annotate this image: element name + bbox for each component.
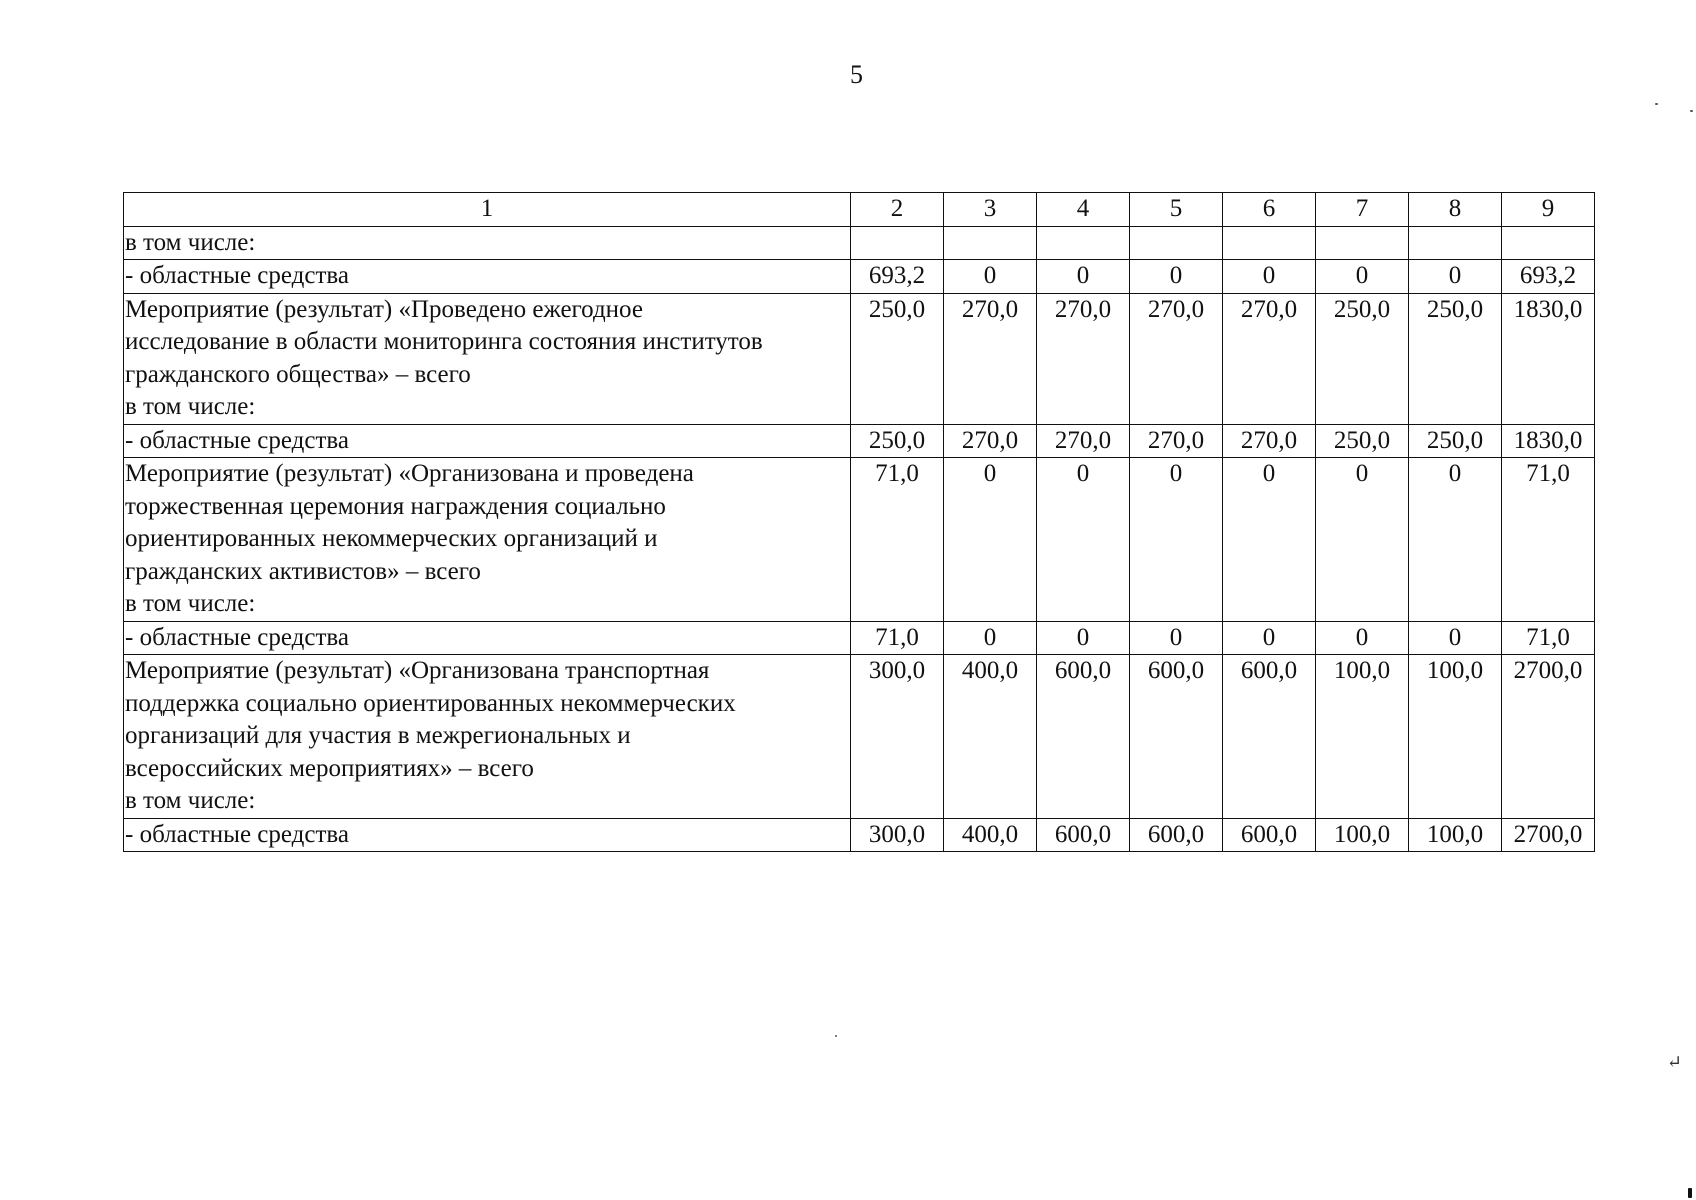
value-cell: 0: [944, 621, 1037, 655]
table-row: [124, 458, 1595, 622]
value-cell: 0: [1130, 621, 1223, 655]
row-label-cell: [124, 293, 851, 424]
table-header-row: [124, 193, 1595, 227]
value-cell: 0: [1037, 621, 1130, 655]
row-label-cell: [124, 818, 851, 852]
header-cell: 3: [944, 193, 1037, 227]
value-cell: 600,0: [1223, 818, 1316, 852]
value-cell: 600,0: [1130, 655, 1223, 819]
value-cell: 0: [1316, 621, 1409, 655]
row-label-line: исследование в области мониторинга состояния институтов: [125, 328, 763, 355]
value-cell: 270,0: [1037, 293, 1130, 424]
table-row: [124, 260, 1595, 294]
row-label-cell: [124, 226, 851, 260]
row-label-line: - областные средства: [125, 262, 349, 289]
value-cell: 300,0: [851, 655, 944, 819]
value-cell: 270,0: [1130, 424, 1223, 458]
budget-table: [123, 192, 1595, 852]
header-cell: 4: [1037, 193, 1130, 227]
value-cell: 0: [1130, 260, 1223, 294]
value-cell: [1316, 226, 1409, 260]
value-cell: 250,0: [1316, 424, 1409, 458]
value-cell: 100,0: [1409, 818, 1502, 852]
value-cell: 71,0: [1502, 458, 1595, 622]
row-label-cell: [124, 621, 851, 655]
row-label-line: гражданских активистов» – всего: [125, 557, 481, 585]
value-cell: 250,0: [1316, 293, 1409, 424]
value-cell: 2700,0: [1502, 655, 1595, 819]
table-row: [124, 818, 1595, 852]
row-label-line: Мероприятие (результат) «Организована и проведена: [125, 460, 694, 487]
row-label-line: в том числе:: [125, 393, 256, 420]
value-cell: 270,0: [1130, 293, 1223, 424]
value-cell: [1223, 226, 1316, 260]
row-label-cell: [124, 458, 851, 622]
value-cell: 0: [1223, 621, 1316, 655]
value-cell: 250,0: [851, 424, 944, 458]
value-cell: 100,0: [1409, 655, 1502, 819]
table-row: [124, 621, 1595, 655]
value-cell: 270,0: [944, 293, 1037, 424]
header-cell: 6: [1223, 193, 1316, 227]
value-cell: 1830,0: [1502, 424, 1595, 458]
value-cell: 0: [1409, 260, 1502, 294]
value-cell: 250,0: [1409, 293, 1502, 424]
value-cell: 0: [944, 260, 1037, 294]
row-label-cell: [124, 655, 851, 819]
table-row: [124, 293, 1595, 424]
value-cell: 0: [1223, 260, 1316, 294]
value-cell: 400,0: [944, 818, 1037, 852]
table-row: [124, 424, 1595, 458]
value-cell: 693,2: [1502, 260, 1595, 294]
table-row: [124, 226, 1595, 260]
value-cell: 400,0: [944, 655, 1037, 819]
value-cell: 0: [1037, 260, 1130, 294]
header-cell: 9: [1502, 193, 1595, 227]
pen-mark: ↵: [1666, 1052, 1682, 1072]
value-cell: [1130, 226, 1223, 260]
value-cell: [1037, 226, 1130, 260]
header-cell: 1: [124, 193, 851, 227]
page-number: 5: [850, 60, 863, 89]
header-cell: 2: [851, 193, 944, 227]
value-cell: 600,0: [1037, 818, 1130, 852]
value-cell: 100,0: [1316, 655, 1409, 819]
table-row: [124, 655, 1595, 819]
row-label-line: - областные средства: [125, 426, 349, 454]
value-cell: 2700,0: [1502, 818, 1595, 852]
row-label-line: поддержка социально ориентированных некоммерческих: [125, 689, 736, 717]
value-cell: 300,0: [851, 818, 944, 852]
value-cell: 600,0: [1223, 655, 1316, 819]
value-cell: 100,0: [1316, 818, 1409, 852]
value-cell: 0: [944, 458, 1037, 622]
row-label-line: в том числе:: [125, 590, 256, 617]
value-cell: [944, 226, 1037, 260]
scan-speck: [1655, 103, 1658, 105]
value-cell: 0: [1037, 458, 1130, 622]
value-cell: 270,0: [1037, 424, 1130, 458]
value-cell: 0: [1409, 621, 1502, 655]
value-cell: 600,0: [1037, 655, 1130, 819]
value-cell: 0: [1316, 458, 1409, 622]
value-cell: 1830,0: [1502, 293, 1595, 424]
value-cell: 0: [1130, 458, 1223, 622]
value-cell: 250,0: [851, 293, 944, 424]
value-cell: 0: [1223, 458, 1316, 622]
row-label-line: - областные средства: [125, 820, 349, 848]
row-label-line: ориентированных некоммерческих организаций и: [125, 525, 658, 552]
row-label-line: Мероприятие (результат) «Проведено ежегодное: [125, 295, 643, 323]
header-cell: 7: [1316, 193, 1409, 227]
value-cell: [1502, 226, 1595, 260]
header-cell: 5: [1130, 193, 1223, 227]
row-label-cell: [124, 260, 851, 294]
value-cell: 250,0: [1409, 424, 1502, 458]
value-cell: 0: [1316, 260, 1409, 294]
row-label-line: в том числе:: [125, 228, 256, 256]
scan-speck: [1688, 1188, 1692, 1198]
row-label-line: торжественная церемония награждения социально: [125, 492, 666, 520]
row-label-line: Мероприятие (результат) «Организована транспортная: [125, 657, 710, 684]
value-cell: 71,0: [851, 458, 944, 622]
row-label-line: в том числе:: [125, 787, 256, 814]
value-cell: 270,0: [1223, 424, 1316, 458]
value-cell: 0: [1409, 458, 1502, 622]
value-cell: 270,0: [1223, 293, 1316, 424]
value-cell: 71,0: [1502, 621, 1595, 655]
row-label-cell: [124, 424, 851, 458]
value-cell: 71,0: [851, 621, 944, 655]
value-cell: [1409, 226, 1502, 260]
row-label-line: гражданского общества» – всего: [125, 360, 471, 388]
table-body: [124, 193, 1595, 852]
row-label-line: всероссийских мероприятиях» – всего: [125, 754, 534, 782]
scan-speck: [835, 1035, 837, 1037]
header-cell: 8: [1409, 193, 1502, 227]
value-cell: 270,0: [944, 424, 1037, 458]
value-cell: 693,2: [851, 260, 944, 294]
value-cell: 600,0: [1130, 818, 1223, 852]
scan-speck: [1690, 110, 1693, 112]
value-cell: [851, 226, 944, 260]
row-label-line: - областные средства: [125, 623, 349, 651]
row-label-line: организаций для участия в межрегиональных и: [125, 722, 631, 749]
